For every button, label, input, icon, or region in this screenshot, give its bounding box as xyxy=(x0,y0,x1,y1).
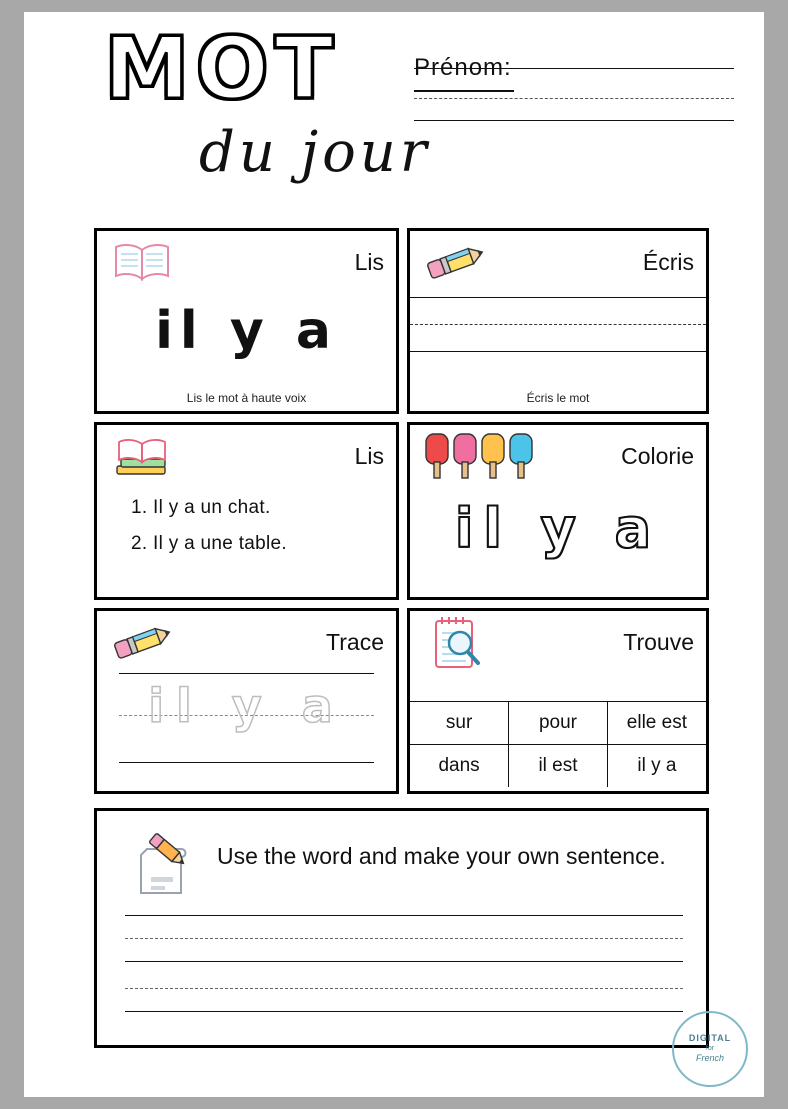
trace-line-top xyxy=(119,673,374,674)
books-icon xyxy=(107,431,177,481)
brand-logo xyxy=(672,1011,748,1087)
own-sentence-box xyxy=(94,808,709,1048)
write-word-header xyxy=(410,231,706,289)
sentence-item: 1. Il y a un chat. xyxy=(131,497,271,518)
page-title: MOT xyxy=(104,19,340,119)
sentence-line-5 xyxy=(125,1011,683,1012)
worksheet-page xyxy=(24,12,764,1097)
find-word-label: Trouve xyxy=(623,628,694,655)
find-word-table xyxy=(410,701,706,787)
sentence-space-1 xyxy=(125,916,683,938)
name-field-group xyxy=(414,54,734,82)
logo-line-1: DIGITAL xyxy=(688,1033,732,1044)
name-line-top xyxy=(414,68,734,69)
color-word-text[interactable]: il y a xyxy=(454,497,662,560)
write-space-2 xyxy=(410,325,706,351)
write-word-label: Écris xyxy=(642,248,694,275)
word-cell[interactable]: elle est xyxy=(607,702,706,745)
trace-word-header xyxy=(97,611,396,669)
read-word-box xyxy=(94,228,399,414)
writing-hand-icon xyxy=(125,833,201,912)
table-row xyxy=(410,702,706,745)
trace-word-text: il y a xyxy=(148,679,345,733)
word-cell[interactable]: dans xyxy=(410,745,509,788)
read-word-header xyxy=(97,231,396,289)
trace-word-label: Trace xyxy=(326,628,384,655)
find-word-header xyxy=(410,611,706,669)
sentence-space-2 xyxy=(125,939,683,961)
notepad-magnifier-icon xyxy=(420,617,490,667)
activity-grid xyxy=(94,228,709,802)
color-word-header xyxy=(410,425,706,483)
write-line-bottom xyxy=(410,351,706,352)
sentence-item: 2. Il y a une table. xyxy=(131,533,287,554)
write-space-1 xyxy=(410,298,706,324)
page-subtitle: du jour xyxy=(199,120,431,185)
grid-row-1 xyxy=(94,228,709,414)
color-word-box xyxy=(407,422,709,600)
trace-word-box xyxy=(94,608,399,794)
word-cell[interactable]: il est xyxy=(509,745,608,788)
grid-row-2 xyxy=(94,422,709,600)
word-cell[interactable]: pour xyxy=(509,702,608,745)
trace-area[interactable] xyxy=(119,673,374,769)
read-word-label: Lis xyxy=(354,248,384,275)
table-row xyxy=(410,745,706,788)
write-word-box xyxy=(407,228,709,414)
name-line-middle[interactable] xyxy=(414,98,734,99)
pencil-icon xyxy=(107,617,177,667)
word-cell[interactable]: sur xyxy=(410,702,509,745)
pencil-icon xyxy=(420,237,490,287)
name-line-bottom xyxy=(414,120,734,121)
grid-row-3 xyxy=(94,608,709,794)
name-label: Prénom: xyxy=(414,54,512,81)
popsicles-icon xyxy=(420,431,550,481)
read-word-caption: Lis le mot à haute voix xyxy=(186,391,307,405)
open-book-icon xyxy=(107,237,177,287)
word-cell[interactable]: il y a xyxy=(607,745,706,788)
read-word-text: il y a xyxy=(155,301,338,361)
own-sentence-lines[interactable] xyxy=(125,915,683,1012)
read-sentences-box xyxy=(94,422,399,600)
own-sentence-prompt: Use the word and make your own sentence. xyxy=(217,843,666,869)
write-word-caption: Écris le mot xyxy=(526,391,590,405)
read-sentences-header xyxy=(97,425,396,483)
sentence-space-4 xyxy=(125,989,683,1011)
find-word-box xyxy=(407,608,709,794)
color-word-label: Colorie xyxy=(621,442,694,469)
logo-line-3: French xyxy=(695,1053,724,1064)
sentence-space-3 xyxy=(125,962,683,988)
page-header xyxy=(24,12,764,212)
read-sentences-label: Lis xyxy=(354,442,384,469)
trace-line-bottom xyxy=(119,762,374,763)
logo-line-2: for xyxy=(705,1044,715,1052)
write-lines[interactable] xyxy=(410,297,706,352)
name-label-underline xyxy=(414,90,514,92)
